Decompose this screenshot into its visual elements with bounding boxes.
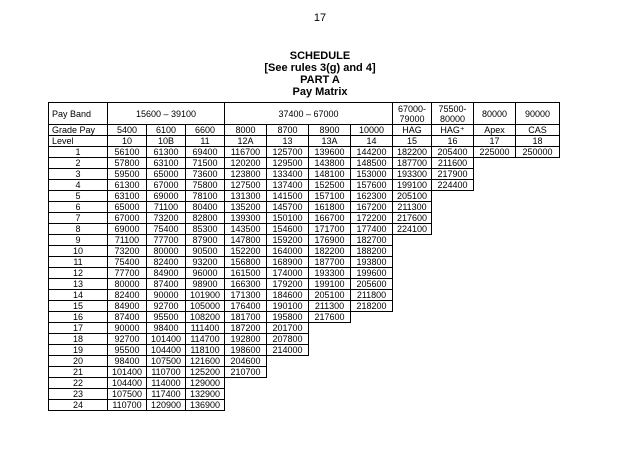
pay-value-cell: 172200 xyxy=(351,213,393,224)
pay-value-cell: 193800 xyxy=(351,257,393,268)
schedule-title: SCHEDULE xyxy=(289,50,351,62)
pay-value-cell: 145700 xyxy=(267,202,309,213)
table-row xyxy=(49,224,560,235)
pay-value-cell: 157100 xyxy=(309,191,351,202)
pay-value-cell: 150100 xyxy=(267,213,309,224)
pay-value-cell: 87400 xyxy=(147,279,186,290)
table-row xyxy=(49,202,560,213)
pay-band-row xyxy=(49,103,560,125)
pay-value-cell: 111400 xyxy=(186,323,225,334)
table-row xyxy=(49,301,560,312)
pay-value-cell: 204600 xyxy=(225,356,267,367)
pay-value-cell: 101400 xyxy=(147,334,186,345)
pay-value-cell: 114000 xyxy=(147,378,186,389)
pay-value-cell: 184600 xyxy=(267,290,309,301)
pay-value-cell: 132900 xyxy=(186,389,225,400)
pay-value-cell: 98400 xyxy=(108,356,147,367)
pay-value-cell: 141500 xyxy=(267,191,309,202)
table-row xyxy=(49,345,560,356)
empty-area xyxy=(474,158,560,169)
pay-value-cell: 127500 xyxy=(225,180,267,191)
step-number: 10 xyxy=(49,246,108,257)
empty-area xyxy=(393,268,560,279)
step-number: 8 xyxy=(49,224,108,235)
table-row xyxy=(49,213,560,224)
step-number: 19 xyxy=(49,345,108,356)
level-cell: 10 xyxy=(108,136,147,147)
rules-reference: [See rules 3(g) and 4] xyxy=(264,62,376,74)
pay-value-cell: 182200 xyxy=(309,246,351,257)
pay-value-cell: 77700 xyxy=(108,268,147,279)
step-number: 3 xyxy=(49,169,108,180)
pay-value-cell: 135200 xyxy=(225,202,267,213)
pay-value-cell: 143800 xyxy=(309,158,351,169)
grade-pay-label: Grade Pay xyxy=(49,125,108,136)
pay-value-cell: 63100 xyxy=(147,158,186,169)
pay-value-cell: 98400 xyxy=(147,323,186,334)
level-label: Level xyxy=(49,136,108,147)
pay-value-cell: 224100 xyxy=(393,224,432,235)
table-row xyxy=(49,400,560,411)
grade-pay-cell: Apex xyxy=(474,125,516,136)
pay-value-cell: 71500 xyxy=(186,158,225,169)
pay-value-cell: 217900 xyxy=(432,169,474,180)
step-number: 23 xyxy=(49,389,108,400)
pay-value-cell: 129000 xyxy=(186,378,225,389)
table-row xyxy=(49,158,560,169)
pay-value-cell: 177400 xyxy=(351,224,393,235)
pay-value-cell: 205600 xyxy=(351,279,393,290)
pay-value-cell: 123800 xyxy=(225,169,267,180)
pay-value-cell: 77700 xyxy=(147,235,186,246)
pay-value-cell: 217600 xyxy=(309,312,351,323)
pay-value-cell: 147800 xyxy=(225,235,267,246)
pay-value-cell: 211300 xyxy=(309,301,351,312)
pay-value-cell: 73200 xyxy=(147,213,186,224)
pay-value-cell: 78100 xyxy=(186,191,225,202)
pay-value-cell: 148500 xyxy=(351,158,393,169)
level-cell: 17 xyxy=(474,136,516,147)
empty-area xyxy=(393,235,560,246)
pay-value-cell: 85300 xyxy=(186,224,225,235)
pay-value-cell: 156800 xyxy=(225,257,267,268)
level-row xyxy=(49,136,560,147)
pay-value-cell: 157600 xyxy=(351,180,393,191)
pay-value-cell: 133400 xyxy=(267,169,309,180)
pay-value-cell: 69400 xyxy=(186,147,225,158)
step-number: 15 xyxy=(49,301,108,312)
pay-value-cell: 67000 xyxy=(108,213,147,224)
pay-value-cell: 71100 xyxy=(108,235,147,246)
pay-value-cell: 117400 xyxy=(147,389,186,400)
pay-value-cell: 193300 xyxy=(393,169,432,180)
table-row xyxy=(49,268,560,279)
pay-value-cell: 116700 xyxy=(225,147,267,158)
step-number: 7 xyxy=(49,213,108,224)
pay-value-cell: 56100 xyxy=(108,147,147,158)
pay-value-cell: 210700 xyxy=(225,367,267,378)
grade-pay-cell: 8900 xyxy=(309,125,351,136)
pay-value-cell: 199600 xyxy=(351,268,393,279)
pay-value-cell: 198600 xyxy=(225,345,267,356)
pay-value-cell: 199100 xyxy=(309,279,351,290)
pay-band-cell: 90000 xyxy=(516,103,560,125)
empty-area xyxy=(309,345,560,356)
pay-value-cell: 205100 xyxy=(393,191,432,202)
grade-pay-cell: 10000 xyxy=(351,125,393,136)
table-row xyxy=(49,191,560,202)
pay-value-cell: 137400 xyxy=(267,180,309,191)
pay-value-cell: 161500 xyxy=(225,268,267,279)
step-number: 9 xyxy=(49,235,108,246)
pay-value-cell: 90000 xyxy=(108,323,147,334)
level-cell: 13 xyxy=(267,136,309,147)
pay-value-cell: 144200 xyxy=(351,147,393,158)
pay-value-cell: 67000 xyxy=(147,180,186,191)
pay-value-cell: 176400 xyxy=(225,301,267,312)
table-row xyxy=(49,334,560,345)
pay-value-cell: 205400 xyxy=(432,147,474,158)
pay-value-cell: 121600 xyxy=(186,356,225,367)
pay-value-cell: 152500 xyxy=(309,180,351,191)
level-cell: 15 xyxy=(393,136,432,147)
empty-area xyxy=(432,224,560,235)
pay-value-cell: 65000 xyxy=(108,202,147,213)
pay-value-cell: 90500 xyxy=(186,246,225,257)
empty-area xyxy=(225,378,560,389)
pay-value-cell: 174000 xyxy=(267,268,309,279)
level-cell: 12A xyxy=(225,136,267,147)
pay-value-cell: 80400 xyxy=(186,202,225,213)
grade-pay-cell: 6100 xyxy=(147,125,186,136)
pay-value-cell: 171700 xyxy=(309,224,351,235)
pay-band-cell: 15600 – 39100 xyxy=(108,103,225,125)
table-row xyxy=(49,180,560,191)
pay-value-cell: 120200 xyxy=(225,158,267,169)
table-row xyxy=(49,257,560,268)
pay-value-cell: 87900 xyxy=(186,235,225,246)
grade-pay-cell: 8700 xyxy=(267,125,309,136)
pay-value-cell: 110700 xyxy=(147,367,186,378)
pay-value-cell: 143500 xyxy=(225,224,267,235)
pay-value-cell: 166300 xyxy=(225,279,267,290)
pay-value-cell: 93200 xyxy=(186,257,225,268)
pay-value-cell: 179200 xyxy=(267,279,309,290)
pay-value-cell: 187700 xyxy=(393,158,432,169)
pay-value-cell: 71100 xyxy=(147,202,186,213)
pay-value-cell: 211800 xyxy=(351,290,393,301)
pay-value-cell: 136900 xyxy=(186,400,225,411)
empty-area xyxy=(225,400,560,411)
pay-value-cell: 82800 xyxy=(186,213,225,224)
pay-value-cell: 95500 xyxy=(108,345,147,356)
pay-value-cell: 65000 xyxy=(147,169,186,180)
pay-value-cell: 139300 xyxy=(225,213,267,224)
pay-value-cell: 211300 xyxy=(393,202,432,213)
pay-value-cell: 152200 xyxy=(225,246,267,257)
level-cell: 14 xyxy=(351,136,393,147)
pay-value-cell: 131300 xyxy=(225,191,267,202)
pay-band-cell: 67000- 79000 xyxy=(393,103,432,125)
table-row xyxy=(49,356,560,367)
empty-area xyxy=(393,290,560,301)
empty-area xyxy=(267,356,560,367)
grade-pay-cell: CAS xyxy=(516,125,560,136)
pay-value-cell: 162300 xyxy=(351,191,393,202)
pay-value-cell: 92700 xyxy=(147,301,186,312)
table-row xyxy=(49,246,560,257)
table-row xyxy=(49,169,560,180)
pay-value-cell: 101400 xyxy=(108,367,147,378)
step-number: 2 xyxy=(49,158,108,169)
pay-value-cell: 75800 xyxy=(186,180,225,191)
pay-value-cell: 63100 xyxy=(108,191,147,202)
pay-value-cell: 139600 xyxy=(309,147,351,158)
pay-value-cell: 80000 xyxy=(108,279,147,290)
step-number: 20 xyxy=(49,356,108,367)
pay-value-cell: 166700 xyxy=(309,213,351,224)
pay-value-cell: 199100 xyxy=(393,180,432,191)
pay-value-cell: 69000 xyxy=(108,224,147,235)
pay-band-label: Pay Band xyxy=(49,103,108,125)
pay-band-cell: 37400 – 67000 xyxy=(225,103,393,125)
table-row xyxy=(49,147,560,158)
part-heading: PART A xyxy=(300,74,340,86)
pay-value-cell: 182700 xyxy=(351,235,393,246)
pay-value-cell: 84900 xyxy=(108,301,147,312)
table-row xyxy=(49,312,560,323)
pay-value-cell: 201700 xyxy=(267,323,309,334)
pay-value-cell: 205100 xyxy=(309,290,351,301)
pay-value-cell: 107500 xyxy=(147,356,186,367)
pay-value-cell: 167200 xyxy=(351,202,393,213)
pay-value-cell: 207800 xyxy=(267,334,309,345)
pay-value-cell: 192800 xyxy=(225,334,267,345)
table-row xyxy=(49,323,560,334)
pay-value-cell: 164000 xyxy=(267,246,309,257)
step-number: 6 xyxy=(49,202,108,213)
step-number: 4 xyxy=(49,180,108,191)
step-number: 14 xyxy=(49,290,108,301)
step-number: 1 xyxy=(49,147,108,158)
pay-value-cell: 104400 xyxy=(147,345,186,356)
pay-value-cell: 73200 xyxy=(108,246,147,257)
pay-value-cell: 73600 xyxy=(186,169,225,180)
pay-value-cell: 125200 xyxy=(186,367,225,378)
empty-area xyxy=(432,191,560,202)
level-cell: 13A xyxy=(309,136,351,147)
empty-area xyxy=(393,301,560,312)
pay-value-cell: 84900 xyxy=(147,268,186,279)
step-number: 17 xyxy=(49,323,108,334)
pay-value-cell: 218200 xyxy=(351,301,393,312)
pay-matrix-subtitle: Pay Matrix xyxy=(292,86,348,98)
page-number: 17 xyxy=(313,12,327,24)
pay-value-cell: 193300 xyxy=(309,268,351,279)
pay-value-cell: 96000 xyxy=(186,268,225,279)
pay-value-cell: 187700 xyxy=(309,257,351,268)
empty-area xyxy=(309,323,560,334)
pay-value-cell: 211600 xyxy=(432,158,474,169)
pay-value-cell: 176900 xyxy=(309,235,351,246)
pay-value-cell: 154600 xyxy=(267,224,309,235)
pay-value-cell: 90000 xyxy=(147,290,186,301)
pay-value-cell: 125700 xyxy=(267,147,309,158)
grade-pay-cell: HAG⁺ xyxy=(432,125,474,136)
pay-value-cell: 82400 xyxy=(108,290,147,301)
table-row xyxy=(49,389,560,400)
pay-value-cell: 250000 xyxy=(516,147,560,158)
step-number: 21 xyxy=(49,367,108,378)
pay-value-cell: 108200 xyxy=(186,312,225,323)
grade-pay-cell: 8000 xyxy=(225,125,267,136)
table-row xyxy=(49,367,560,378)
pay-value-cell: 225000 xyxy=(474,147,516,158)
pay-value-cell: 159200 xyxy=(267,235,309,246)
pay-value-cell: 104400 xyxy=(108,378,147,389)
table-row xyxy=(49,279,560,290)
pay-value-cell: 59500 xyxy=(108,169,147,180)
empty-area xyxy=(225,389,560,400)
pay-value-cell: 224400 xyxy=(432,180,474,191)
pay-value-cell: 57800 xyxy=(108,158,147,169)
empty-area xyxy=(474,169,560,180)
step-number: 22 xyxy=(49,378,108,389)
pay-value-cell: 168900 xyxy=(267,257,309,268)
pay-value-cell: 69000 xyxy=(147,191,186,202)
empty-area xyxy=(393,257,560,268)
pay-value-cell: 188200 xyxy=(351,246,393,257)
empty-area xyxy=(432,202,560,213)
pay-value-cell: 148100 xyxy=(309,169,351,180)
empty-area xyxy=(393,279,560,290)
step-number: 5 xyxy=(49,191,108,202)
pay-value-cell: 107500 xyxy=(108,389,147,400)
pay-value-cell: 118100 xyxy=(186,345,225,356)
pay-value-cell: 181700 xyxy=(225,312,267,323)
pay-value-cell: 129500 xyxy=(267,158,309,169)
pay-value-cell: 190100 xyxy=(267,301,309,312)
empty-area xyxy=(393,246,560,257)
pay-band-cell: 80000 xyxy=(474,103,516,125)
empty-area xyxy=(432,213,560,224)
empty-area xyxy=(351,312,560,323)
pay-value-cell: 182200 xyxy=(393,147,432,158)
table-row xyxy=(49,290,560,301)
pay-value-cell: 114700 xyxy=(186,334,225,345)
pay-value-cell: 153000 xyxy=(351,169,393,180)
grade-pay-cell: 6600 xyxy=(186,125,225,136)
empty-area xyxy=(309,334,560,345)
pay-value-cell: 110700 xyxy=(108,400,147,411)
pay-value-cell: 187200 xyxy=(225,323,267,334)
pay-value-cell: 92700 xyxy=(108,334,147,345)
empty-area xyxy=(267,367,560,378)
step-number: 24 xyxy=(49,400,108,411)
pay-value-cell: 171300 xyxy=(225,290,267,301)
pay-value-cell: 217600 xyxy=(393,213,432,224)
pay-value-cell: 195800 xyxy=(267,312,309,323)
pay-value-cell: 80000 xyxy=(147,246,186,257)
grade-pay-row xyxy=(49,125,560,136)
pay-value-cell: 120900 xyxy=(147,400,186,411)
pay-value-cell: 61300 xyxy=(147,147,186,158)
pay-value-cell: 75400 xyxy=(108,257,147,268)
level-cell: 16 xyxy=(432,136,474,147)
grade-pay-cell: HAG xyxy=(393,125,432,136)
pay-value-cell: 105000 xyxy=(186,301,225,312)
level-cell: 18 xyxy=(516,136,560,147)
table-row xyxy=(49,235,560,246)
pay-value-cell: 161800 xyxy=(309,202,351,213)
pay-value-cell: 95500 xyxy=(147,312,186,323)
step-number: 18 xyxy=(49,334,108,345)
pay-value-cell: 82400 xyxy=(147,257,186,268)
empty-area xyxy=(474,180,560,191)
step-number: 11 xyxy=(49,257,108,268)
level-cell: 11 xyxy=(186,136,225,147)
pay-value-cell: 75400 xyxy=(147,224,186,235)
pay-matrix-table xyxy=(48,102,560,411)
table-row xyxy=(49,378,560,389)
pay-value-cell: 61300 xyxy=(108,180,147,191)
pay-value-cell: 214000 xyxy=(267,345,309,356)
pay-value-cell: 98900 xyxy=(186,279,225,290)
pay-value-cell: 101900 xyxy=(186,290,225,301)
pay-band-cell: 75500- 80000 xyxy=(432,103,474,125)
step-number: 12 xyxy=(49,268,108,279)
grade-pay-cell: 5400 xyxy=(108,125,147,136)
pay-value-cell: 87400 xyxy=(108,312,147,323)
level-cell: 10B xyxy=(147,136,186,147)
step-number: 16 xyxy=(49,312,108,323)
step-number: 13 xyxy=(49,279,108,290)
